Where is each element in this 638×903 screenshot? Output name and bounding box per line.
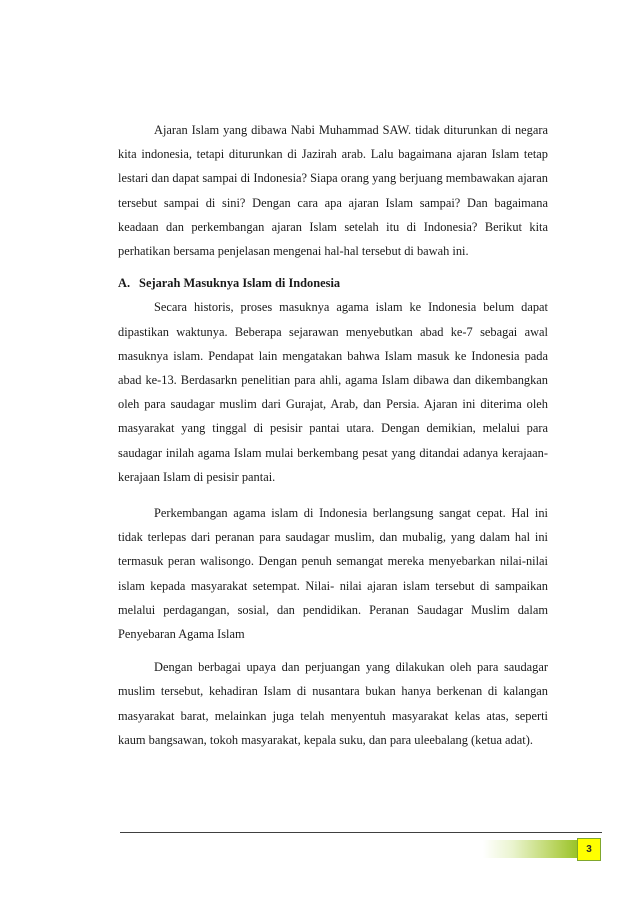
page-number-badge: [577, 838, 601, 861]
page-number: 3: [586, 844, 592, 855]
document-body: [118, 118, 548, 752]
footer-gradient-bar: [483, 840, 581, 858]
section-paragraph-1: Secara historis, proses masuknya agama islam ke Indonesia belum dapat dipastikan waktunya. Beberapa sejarawan menyebutkan abad ke-7 sebagai awal masuknya islam. Pendapat lain mengatakan bahwa Islam masuk ke Indonesia pada abad ke-13. Berdasarkn penelitian para ahli, agama Islam dibawa dan dikembangkan oleh para saudagar muslim dari Gurajat, Arab, dan Persia. Ajaran ini diterima oleh masyarakat yang tinggal di pesisir pantai utara. Dengan demikian, melalui para saudagar inilah agama Islam mulai berkembang pesat yang ditandai adanya kerajaan-kerajaan Islam di pesisir pantai.: [118, 300, 548, 484]
section-paragraph-2: Perkembangan agama islam di Indonesia berlangsung sangat cepat. Hal ini tidak terlepas dari peranan para saudagar muslim, dan mubalig, yang dalam hal ini termasuk peran walisongo. Dengan penuh semangat mereka menyebarkan nilai-nilai islam kepada masyarakat setempat. Nilai- nilai ajaran islam tersebut di sampaikan melalui perdagangan, sosial, dan pendidikan. Peranan Saudagar Muslim dalam Penyebaran Agama Islam: [118, 506, 548, 642]
section-title: Sejarah Masuknya Islam di Indonesia: [139, 276, 341, 291]
intro-paragraph: Ajaran Islam yang dibawa Nabi Muhammad SAW. tidak diturunkan di negara kita indonesia, tetapi diturunkan di Jazirah arab. Lalu bagaimana ajaran Islam tetap lestari dan dapat sampai di Indonesia? Siapa orang yang berjuang membawakan ajaran tersebut sampai di sini? Dengan cara apa ajaran Islam sampai? Dan bagaimana keadaan dan perkembangan ajaran Islam setelah itu di Indonesia? Berikut kita perhatikan bersama penjelasan mengenai hal-hal tersebut di bawah ini.: [118, 123, 548, 259]
section-marker: A.: [118, 276, 131, 291]
section-paragraph-3: Dengan berbagai upaya dan perjuangan yang dilakukan oleh para saudagar muslim tersebut, kehadiran Islam di nusantara bukan hanya berkenan di kalangan masyarakat barat, melainkan juga telah menyentuh masyarakat kelas atas, seperti kaum bangsawan, tokoh masyarakat, kepala suku, dan para uleebalang (ketua adat).: [118, 660, 548, 747]
section-heading: [118, 271, 548, 295]
footer-divider: [120, 832, 602, 833]
